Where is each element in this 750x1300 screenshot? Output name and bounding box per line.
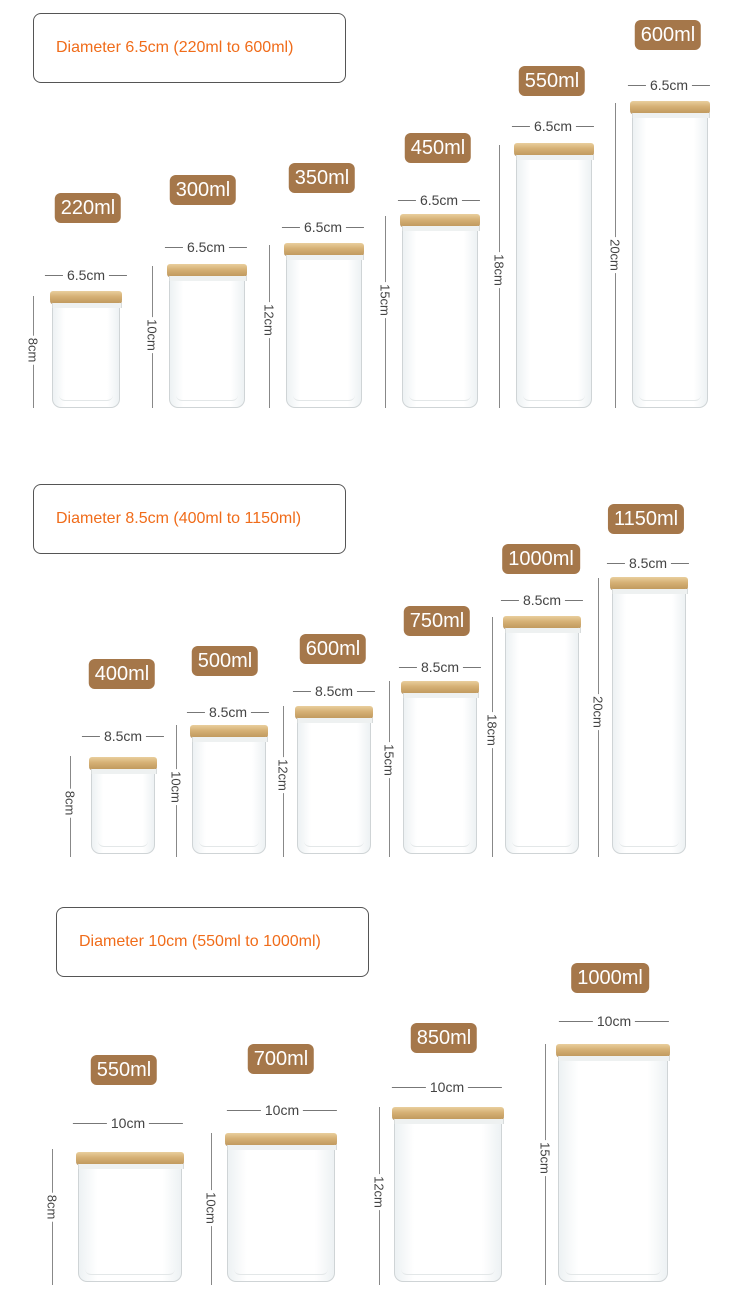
glass-jar-body (78, 1169, 182, 1282)
section-title: Diameter 8.5cm (400ml to 1150ml) (56, 510, 302, 527)
height-label: 12cm (261, 304, 277, 336)
capacity-label: 750ml (404, 606, 470, 636)
diameter-label: 6.5cm (624, 77, 714, 93)
glass-jar-body (516, 160, 592, 408)
bamboo-lid (295, 706, 373, 718)
glass-jar-body (403, 698, 477, 854)
diameter-label: 10cm (223, 1102, 341, 1118)
height-label: 18cm (484, 714, 500, 746)
capacity-label: 300ml (170, 175, 236, 205)
bamboo-lid (514, 143, 594, 155)
height-label: 8cm (44, 1194, 60, 1220)
glass-jar-body (394, 1124, 502, 1282)
height-label: 15cm (377, 284, 393, 316)
glass-jar-body (169, 281, 245, 408)
diameter-label: 8.5cm (497, 592, 587, 608)
height-label: 8cm (62, 790, 78, 816)
diameter-label: 8.5cm (289, 683, 379, 699)
height-label: 15cm (381, 744, 397, 776)
capacity-label: 450ml (405, 133, 471, 163)
height-label: 12cm (275, 759, 291, 791)
bamboo-lid (190, 725, 268, 737)
capacity-label: 500ml (192, 646, 258, 676)
diameter-label: 6.5cm (161, 239, 251, 255)
height-label: 15cm (537, 1142, 553, 1174)
height-label: 20cm (590, 696, 606, 728)
bamboo-lid (556, 1044, 670, 1056)
section-title-box (33, 13, 346, 83)
bamboo-lid (50, 291, 122, 303)
height-label: 20cm (607, 239, 623, 271)
diameter-label: 6.5cm (278, 219, 368, 235)
glass-jar-body (286, 260, 362, 408)
height-label: 10cm (203, 1192, 219, 1224)
glass-jar-body (612, 594, 686, 854)
capacity-label: 1150ml (608, 504, 684, 534)
diameter-label: 6.5cm (508, 118, 598, 134)
glass-jar-body (192, 742, 266, 854)
glass-jar-body (91, 774, 155, 854)
diameter-label: 6.5cm (394, 192, 484, 208)
diameter-label: 10cm (555, 1013, 673, 1029)
bamboo-lid (610, 577, 688, 589)
bamboo-lid (400, 214, 480, 226)
capacity-label: 350ml (289, 163, 355, 193)
glass-jar-body (52, 308, 120, 408)
bamboo-lid (76, 1152, 184, 1164)
bamboo-lid (503, 616, 581, 628)
bamboo-lid (630, 101, 710, 113)
diameter-label: 8.5cm (395, 659, 485, 675)
section-title-box (56, 907, 369, 977)
bamboo-lid (225, 1133, 337, 1145)
diameter-label: 10cm (388, 1079, 506, 1095)
bamboo-lid (167, 264, 247, 276)
height-label: 10cm (168, 771, 184, 803)
bamboo-lid (89, 757, 157, 769)
capacity-label: 550ml (91, 1055, 157, 1085)
glass-jar-body (227, 1150, 335, 1282)
capacity-label: 600ml (635, 20, 701, 50)
section-title: Diameter 6.5cm (220ml to 600ml) (56, 39, 294, 56)
capacity-label: 1000ml (502, 544, 580, 574)
bamboo-lid (284, 243, 364, 255)
height-label: 12cm (371, 1176, 387, 1208)
capacity-label: 550ml (519, 66, 585, 96)
diameter-label: 6.5cm (41, 267, 131, 283)
capacity-label: 850ml (411, 1023, 477, 1053)
height-label: 18cm (491, 254, 507, 286)
bamboo-lid (392, 1107, 504, 1119)
glass-jar-body (505, 633, 579, 854)
glass-jar-body (402, 231, 478, 408)
section-title: Diameter 10cm (550ml to 1000ml) (79, 933, 321, 950)
glass-jar-body (632, 118, 708, 408)
diameter-label: 8.5cm (183, 704, 273, 720)
capacity-label: 700ml (248, 1044, 314, 1074)
diameter-label: 8.5cm (603, 555, 693, 571)
diameter-label: 8.5cm (78, 728, 168, 744)
height-label: 8cm (25, 337, 41, 363)
capacity-label: 220ml (55, 193, 121, 223)
bamboo-lid (401, 681, 479, 693)
glass-jar-body (297, 723, 371, 854)
capacity-label: 600ml (300, 634, 366, 664)
glass-jar-body (558, 1061, 668, 1282)
height-label: 10cm (144, 319, 160, 351)
section-title-box (33, 484, 346, 554)
capacity-label: 1000ml (571, 963, 649, 993)
diameter-label: 10cm (69, 1115, 187, 1131)
capacity-label: 400ml (89, 659, 155, 689)
